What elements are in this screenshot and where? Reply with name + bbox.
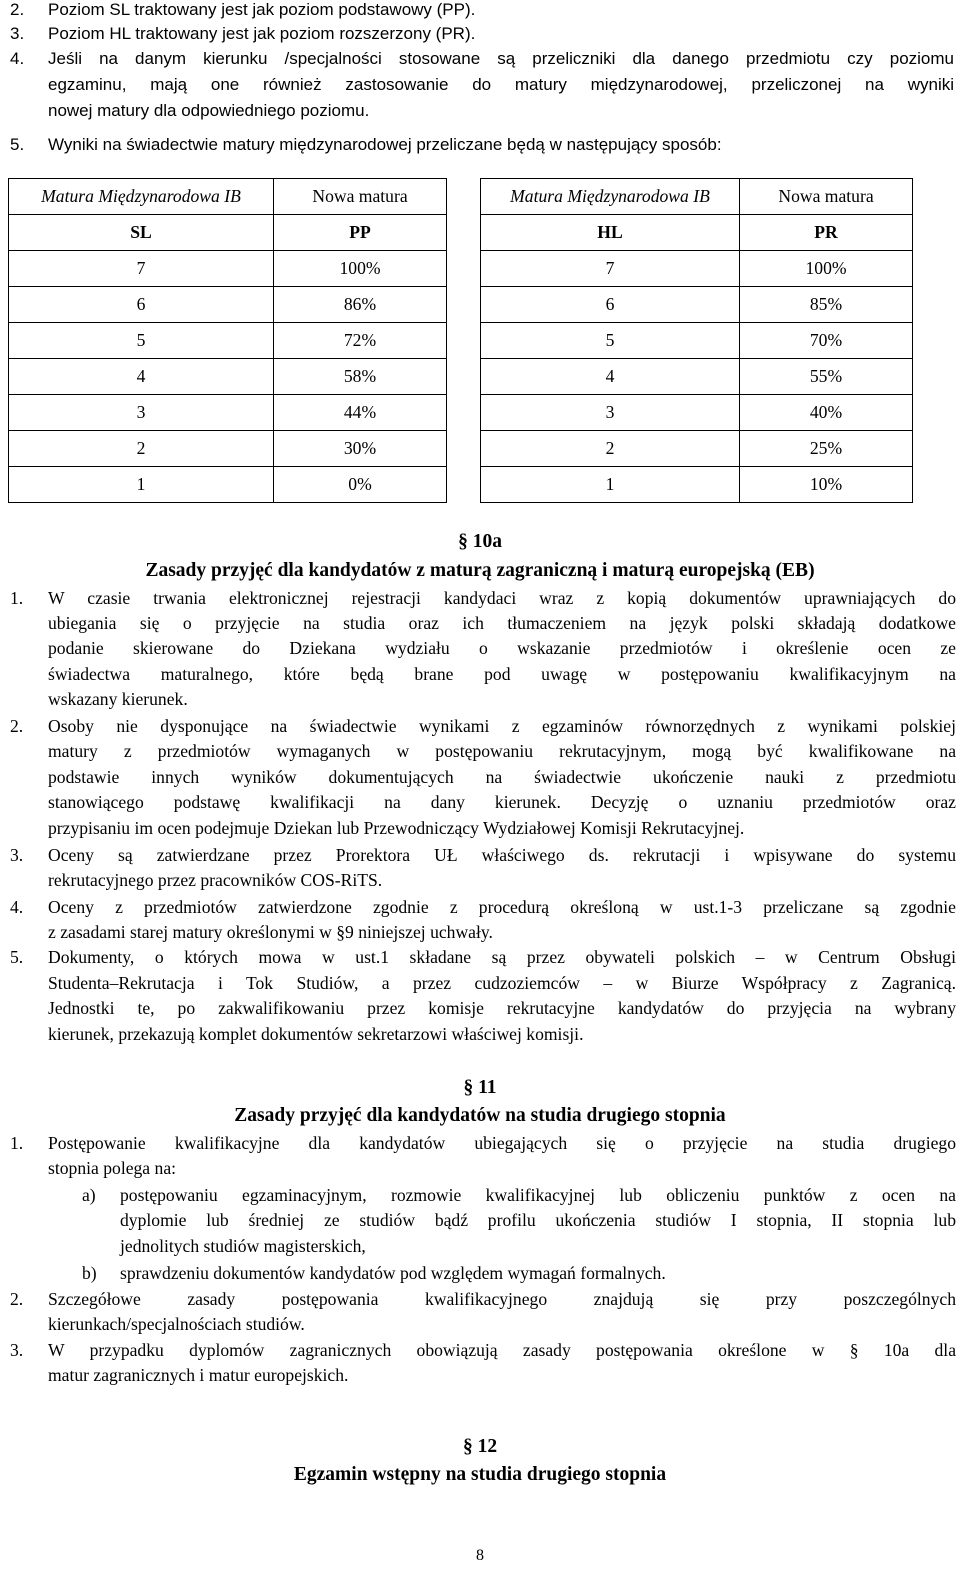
table-cell: 6 [9,287,274,323]
table-cell: 6 [481,287,740,323]
item-line: kierunek, przekazują komplet dokumentów sekretarzowi właściwej komisji. [48,1024,584,1044]
table-cell: 5 [9,323,274,359]
table-row [481,287,913,323]
table-row [9,431,447,467]
item-line: dyplomie lub średniej ze studiów bądź profilu ukończenia studiów I stopnia, II stopnia lub [120,1210,956,1230]
item-text: Poziom SL traktowany jest jak poziom podstawowy (PP). [48,0,476,19]
item-number: 3. [10,24,25,43]
table-row [481,467,913,503]
item-number: 2. [10,0,25,19]
table-level: PP [274,215,447,251]
table-row [481,395,913,431]
item-line: Jeśli na danym kierunku /specjalności stosowane są przeliczniki dla danego przedmiotu czy poziomu [48,49,954,68]
table-cell: 100% [274,251,447,287]
item-line: W czasie trwania elektronicznej rejestracji kandydaci wraz z kopią dokumentów uprawniających do [48,588,956,608]
table-level: HL [481,215,740,251]
table-header: Nowa matura [274,179,447,215]
item-line: ubiegania się o przyjęcie na studia oraz ich tłumaczeniem na język polski składają dodatkowe [48,613,956,633]
table-cell: 72% [274,323,447,359]
item-number: 2. [10,1289,24,1309]
table-cell: 2 [481,431,740,467]
table-row [9,359,447,395]
table-cell: 40% [740,395,913,431]
section-title: Egzamin wstępny na studia drugiego stopnia [293,1464,667,1485]
table-header: Nowa matura [740,179,913,215]
table-cell: 0% [274,467,447,503]
item-line: Studenta–Rekrutacja i Tok Studiów, a przez cudzoziemców – w Biurze Współpracy z Zagranicą. [48,973,956,993]
item-line: przypisaniu im ocen podejmuje Dziekan lub Przewodniczący Wydziałowej Komisji Rekrutacyjnej. [48,818,745,838]
table-cell: 4 [9,359,274,395]
item-line: Oceny są zatwierdzane przez Prorektora UŁ właściwego ds. rekrutacji i wpisywane do systemu [48,845,956,865]
table-header: Matura Międzynarodowa IB [481,179,740,215]
item-line: matury z przedmiotów wymaganych w postępowaniu rekrutacyjnym, mogą być kwalifikowane na [48,741,956,761]
item-line: sprawdzeniu dokumentów kandydatów pod względem wymagań formalnych. [120,1263,666,1283]
item-line: podstawie innych wyników dokumentujących na świadectwie ukończenie nauki z przedmiotu [48,767,956,787]
item-text: Poziom HL traktowany jest jak poziom rozszerzony (PR). [48,24,476,43]
table-row [9,395,447,431]
section-title: Zasady przyjęć dla kandydatów na studia drugiego stopnia [234,1105,726,1126]
table-cell: 10% [740,467,913,503]
conversion-table-hl [480,178,913,503]
item-line: W przypadku dyplomów zagranicznych obowiązują zasady postępowania określone w § 10a dla [48,1340,956,1360]
table-cell: 1 [9,467,274,503]
table-cell: 30% [274,431,447,467]
table-row [9,467,447,503]
table-cell: 3 [9,395,274,431]
table-cell: 86% [274,287,447,323]
list-item [10,0,476,23]
table-header: Matura Międzynarodowa IB [9,179,274,215]
item-letter: a) [82,1185,96,1205]
page-number: 8 [476,1547,484,1564]
section-number: § 12 [462,1436,498,1457]
item-letter: b) [82,1263,97,1283]
table-row [481,251,913,287]
item-line: nowej matury dla odpowiedniego poziomu. [48,101,370,120]
item-line: jednolitych studiów magisterskich, [120,1236,366,1256]
item-line: wskazany kierunek. [48,689,188,709]
item-line: egzaminu, mają one również zastosowanie do matury międzynarodowej, przeliczonej na wyniki [48,75,954,94]
item-line: Postępowanie kwalifikacyjne dla kandydatów ubiegających się o przyjęcie na studia drugiego [48,1133,956,1153]
table-row [481,359,913,395]
item-line: kierunkach/specjalnościach studiów. [48,1314,305,1334]
table-cell: 44% [274,395,447,431]
section-number: § 11 [463,1077,497,1098]
table-cell: 58% [274,359,447,395]
item-line: świadectwa maturalnego, które będą brane pod uwagę w postępowaniu kwalifikacyjnym na [48,664,956,684]
item-number: 3. [10,845,24,865]
item-line: stopnia polega na: [48,1158,177,1178]
item-line: Osoby nie dysponujące na świadectwie wynikami z egzaminów równorzędnych z wynikami polskiej [48,716,956,736]
table-cell: 25% [740,431,913,467]
conversion-table-sl [8,178,447,503]
list-item [10,21,476,47]
item-number: 1. [10,1133,24,1153]
list-item [10,132,722,158]
table-cell: 70% [740,323,913,359]
table-cell: 3 [481,395,740,431]
table-cell: 85% [740,287,913,323]
item-number: 5. [10,947,24,967]
item-line: podanie skierowane do Dziekana wydziału o wskazanie przedmiotów i określenie ocen ze [48,638,956,658]
item-line: rekrutacyjnego przez pracowników COS-RiTS. [48,870,383,890]
table-cell: 2 [9,431,274,467]
item-number: 4. [10,49,25,68]
item-number: 5. [10,135,25,154]
table-cell: 5 [481,323,740,359]
table-row [9,323,447,359]
item-line: Dokumenty, o których mowa w ust.1 składane są przez obywateli polskich – w Centrum Obsługi [48,947,956,967]
table-cell: 4 [481,359,740,395]
section-title: Zasady przyjęć dla kandydatów z maturą zagraniczną i maturą europejską (EB) [145,560,815,581]
item-line: Szczegółowe zasady postępowania kwalifikacyjnego znajdują się przy poszczególnych [48,1289,956,1309]
table-cell: 7 [9,251,274,287]
item-text: Wyniki na świadectwie matury międzynarodowej przeliczane będą w następujący sposób: [48,135,722,154]
item-line: stanowiącego podstawę kwalifikacji na dany kierunek. Decyzję o uznaniu przedmiotów oraz [48,792,956,812]
table-row [9,251,447,287]
item-number: 2. [10,716,24,736]
table-level: SL [9,215,274,251]
item-line: postępowaniu egzaminacyjnym, rozmowie kwalifikacyjnej lub obliczeniu punktów z ocen na [120,1185,956,1205]
section-number: § 10a [458,531,502,552]
item-number: 4. [10,897,24,917]
item-line: Oceny z przedmiotów zatwierdzone zgodnie z procedurą określoną w ust.1-3 przeliczane są zgodnie [48,897,956,917]
table-cell: 100% [740,251,913,287]
table-row [9,287,447,323]
table-level: PR [740,215,913,251]
item-line: z zasadami starej matury określonymi w §9 niniejszej uchwały. [48,922,493,942]
table-row [481,431,913,467]
table-cell: 1 [481,467,740,503]
table-row [481,323,913,359]
table-cell: 55% [740,359,913,395]
item-line: Jednostki te, po zakwalifikowaniu przez komisje rekrutacyjne kandydatów do przyjęcia na wybrany [48,998,956,1018]
item-number: 3. [10,1340,24,1360]
item-number: 1. [10,588,24,608]
item-line: matur zagranicznych i matur europejskich. [48,1365,349,1385]
table-cell: 7 [481,251,740,287]
